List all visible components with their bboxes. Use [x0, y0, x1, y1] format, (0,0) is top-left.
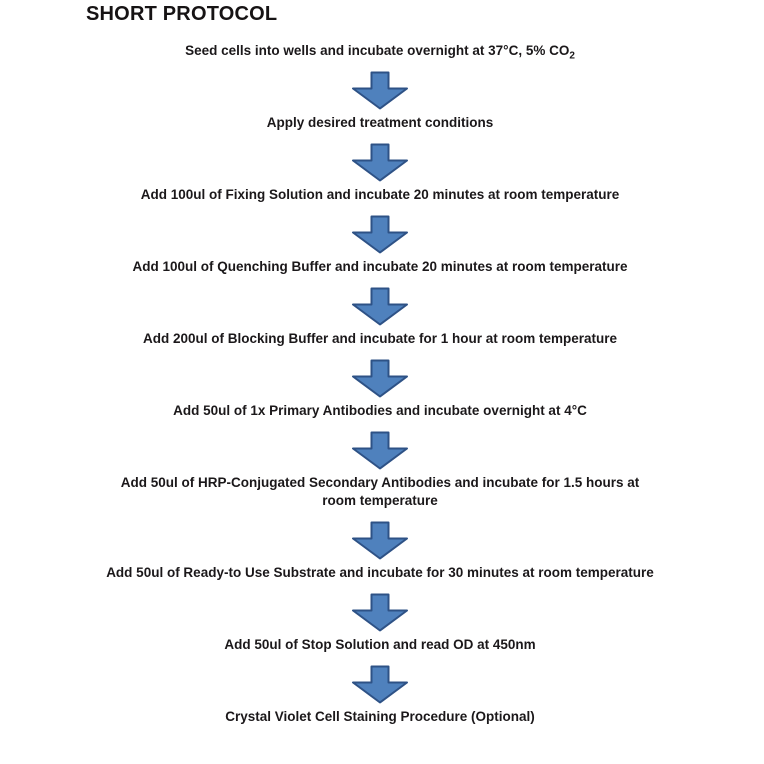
down-arrow-icon — [351, 665, 409, 704]
down-arrow-icon — [351, 71, 409, 110]
protocol-flowchart — [70, 42, 690, 726]
step-seed-cells-text: Seed cells into wells and incubate overnight at 37°C, 5% CO — [185, 43, 570, 58]
step-blocking-buffer: Add 200ul of Blocking Buffer and incubate for 1 hour at room temperature — [142, 331, 618, 346]
page-title: SHORT PROTOCOL — [86, 3, 278, 25]
down-arrow-shape — [353, 361, 407, 397]
down-arrow-shape — [353, 523, 407, 559]
step-crystal-violet: Crystal Violet Cell Staining Procedure (Optional) — [225, 709, 535, 724]
down-arrow-shape — [353, 595, 407, 631]
step-quenching-buffer: Add 100ul of Quenching Buffer and incubate 20 minutes at room temperature — [132, 259, 628, 274]
down-arrow-shape — [353, 667, 407, 703]
down-arrow-icon — [351, 359, 409, 398]
down-arrow-icon — [351, 593, 409, 632]
down-arrow-icon — [351, 143, 409, 182]
down-arrow-shape — [353, 217, 407, 253]
step-apply-treatment: Apply desired treatment conditions — [266, 115, 494, 130]
down-arrow-icon — [351, 431, 409, 470]
down-arrow-shape — [353, 289, 407, 325]
step-secondary-antibodies: Add 50ul of HRP-Conjugated Secondary Antibodies and incubate for 1.5 hours at room temperature — [120, 475, 640, 508]
co2-subscript: 2 — [569, 50, 575, 62]
step-primary-antibodies: Add 50ul of 1x Primary Antibodies and incubate overnight at 4°C — [173, 403, 587, 418]
step-substrate: Add 50ul of Ready-to Use Substrate and incubate for 30 minutes at room temperature — [106, 565, 654, 580]
down-arrow-shape — [353, 145, 407, 181]
down-arrow-icon — [351, 215, 409, 254]
down-arrow-shape — [353, 73, 407, 109]
step-stop-solution: Add 50ul of Stop Solution and read OD at 450nm — [224, 637, 536, 652]
step-seed-cells — [185, 42, 575, 60]
down-arrow-shape — [353, 433, 407, 469]
step-fixing-solution: Add 100ul of Fixing Solution and incubate 20 minutes at room temperature — [140, 187, 620, 202]
down-arrow-icon — [351, 287, 409, 326]
down-arrow-icon — [351, 521, 409, 560]
